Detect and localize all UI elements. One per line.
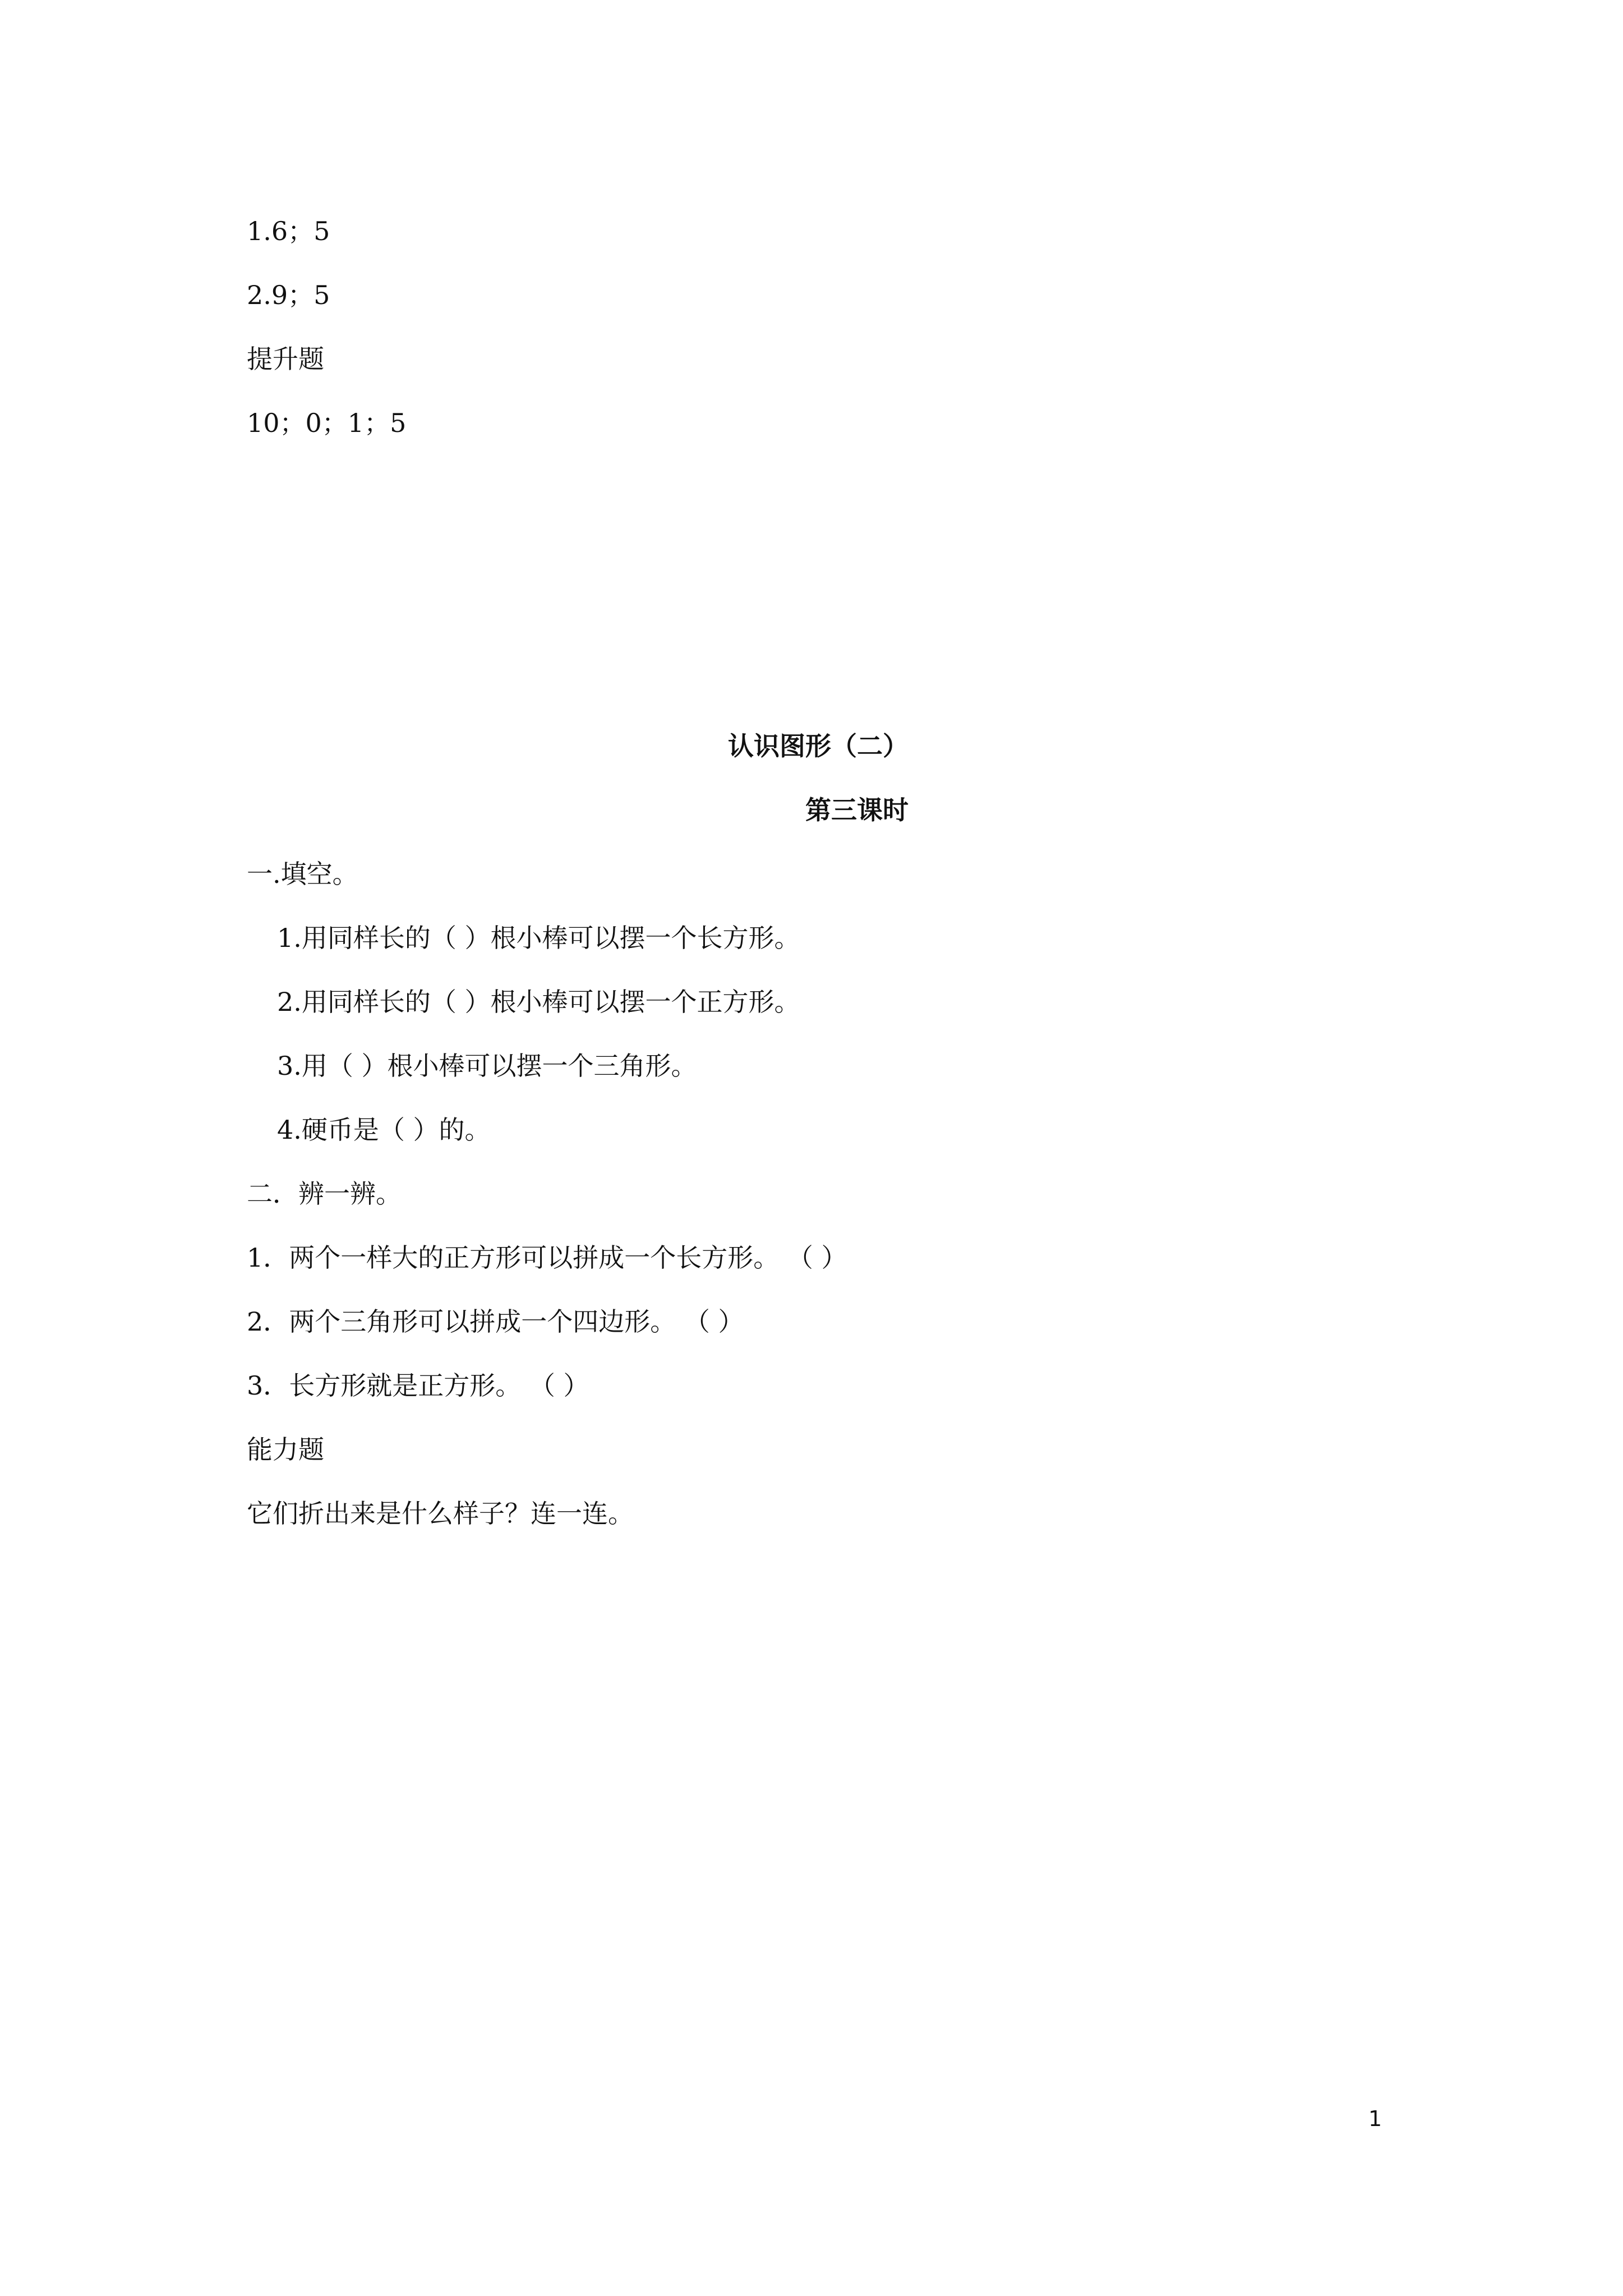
lesson-title: 认识图形（二） <box>728 731 909 761</box>
section3-prompt: 它们折出来是什么样子？连一连。 <box>247 1498 634 1529</box>
section1-heading: 一.填空。 <box>247 859 358 889</box>
fill-in-item-3: 3.用（ ）根小棒可以摆一个三角形。 <box>277 1051 697 1081</box>
answer-line-2: 2.9；5 <box>247 280 330 310</box>
section2-heading: 二．辨一辨。 <box>247 1179 402 1209</box>
answer-line-1: 1.6；5 <box>247 216 330 246</box>
page-number: 1 <box>1368 2106 1382 2131</box>
fill-in-item-4: 4.硬币是（ ）的。 <box>277 1115 491 1145</box>
answer-line-3: 10；0；1；5 <box>247 408 407 438</box>
judge-item-3: 3．长方形就是正方形。 （ ） <box>247 1370 589 1401</box>
fill-in-item-1: 1.用同样长的（ ）根小棒可以摆一个长方形。 <box>277 923 800 953</box>
judge-item-1: 1．两个一样大的正方形可以拼成一个长方形。 （ ） <box>247 1243 847 1273</box>
fill-in-item-2: 2.用同样长的（ ）根小棒可以摆一个正方形。 <box>277 987 800 1017</box>
lesson-subtitle: 第三课时 <box>805 795 909 825</box>
judge-item-2: 2．两个三角形可以拼成一个四边形。 （ ） <box>247 1306 744 1337</box>
answer-heading: 提升题 <box>247 344 324 374</box>
section3-heading: 能力题 <box>247 1434 324 1465</box>
